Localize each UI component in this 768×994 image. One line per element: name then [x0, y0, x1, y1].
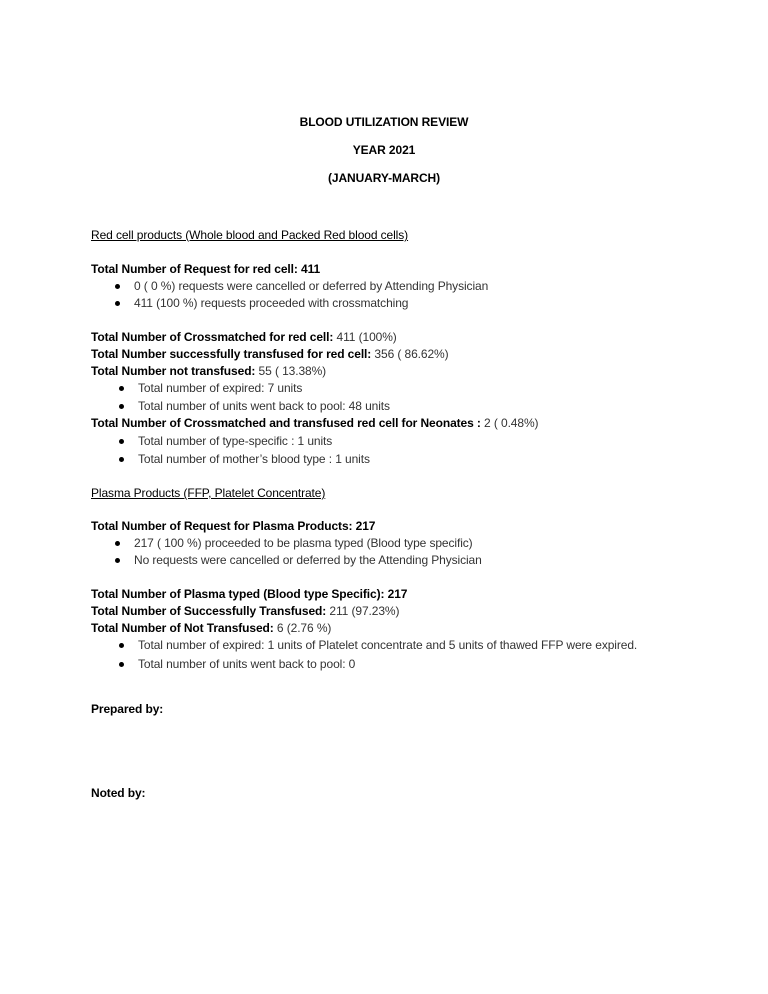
bullet-text: 0 ( 0 %) requests were cancelled or deferred by Attending Physician [134, 279, 489, 293]
bullet-dot-icon [119, 643, 124, 648]
plasma-transfused-label: Total Number of Successfully Transfused: [91, 604, 327, 618]
plasma-request-bullet-1 [134, 536, 473, 550]
plasma-heading: Plasma Products (FFP, Platelet Concentrate) [91, 486, 326, 500]
plasma-not-transfused [91, 621, 331, 635]
not-transfused-value: 55 ( 13.38%) [255, 364, 327, 378]
plasma-not-transfused-value: 6 (2.76 %) [273, 621, 332, 635]
plasma-typed-total-text: Total Number of Plasma typed (Blood type Specific): 217 [91, 587, 408, 601]
bullet-text: Total number of expired: 1 units of Platelet concentrate and 5 units of thawed FFP were expired. [138, 638, 638, 652]
red-cell-neonates [91, 416, 538, 430]
bullet-text: Total number of units went back to pool: 48 units [138, 399, 390, 413]
bullet-text: 217 ( 100 %) proceeded to be plasma typed (Blood type specific) [134, 536, 473, 550]
prepared-by [91, 702, 163, 716]
bullet-dot-icon [119, 662, 124, 667]
bullet-dot-icon [119, 457, 124, 462]
plasma-not-transfused-label: Total Number of Not Transfused: [91, 621, 274, 635]
title-line-2: YEAR 2021 [352, 143, 416, 157]
transfused-value: 356 ( 86.62%) [371, 347, 449, 361]
transfused-label: Total Number successfully transfused for red cell: [91, 347, 372, 361]
noted-by [91, 786, 145, 800]
bullet-dot-icon [115, 301, 120, 306]
title-line-1: BLOOD UTILIZATION REVIEW [299, 115, 469, 129]
neonates-value: 2 ( 0.48%) [480, 416, 539, 430]
crossmatched-label: Total Number of Crossmatched for red cell: [91, 330, 334, 344]
red-cell-request-bullet-2 [134, 296, 408, 310]
bullet-text: Total number of mother’s blood type : 1 units [138, 452, 370, 466]
neonates-type-specific-bullet [138, 434, 332, 448]
report-period [0, 171, 768, 185]
red-cell-crossmatched [91, 330, 397, 344]
bullet-text: No requests were cancelled or deferred by the Attending Physician [134, 553, 482, 567]
neonates-mother-type-bullet [138, 452, 370, 466]
red-cell-request-total-text: Total Number of Request for red cell: 411 [91, 262, 321, 276]
bullet-dot-icon [119, 404, 124, 409]
bullet-dot-icon [115, 558, 120, 563]
neonates-label: Total Number of Crossmatched and transfused red cell for Neonates : [91, 416, 481, 430]
plasma-transfused-value: 211 (97.23%) [326, 604, 400, 618]
plasma-pool-bullet [138, 657, 355, 671]
bullet-text: 411 (100 %) requests proceeded with crossmatching [134, 296, 409, 310]
plasma-request-total [91, 519, 375, 533]
not-transfused-label: Total Number not transfused: [91, 364, 256, 378]
title-line-3: (JANUARY-MARCH) [327, 171, 441, 185]
bullet-text: Total number of expired: 7 units [138, 381, 303, 395]
plasma-expired-bullet [138, 638, 637, 652]
bullet-dot-icon [115, 541, 120, 546]
plasma-typed-total [91, 587, 407, 601]
red-cell-expired-bullet [138, 381, 302, 395]
bullet-dot-icon [119, 386, 124, 391]
report-year [0, 143, 768, 157]
prepared-by-label: Prepared by: [91, 702, 164, 716]
crossmatched-value: 411 (100%) [333, 330, 397, 344]
bullet-dot-icon [119, 439, 124, 444]
bullet-dot-icon [115, 284, 120, 289]
red-cell-transfused [91, 347, 449, 361]
document-title [0, 115, 768, 129]
red-cell-request-total [91, 262, 320, 276]
noted-by-label: Noted by: [91, 786, 146, 800]
red-cell-request-bullet-1 [134, 279, 488, 293]
red-cell-not-transfused [91, 364, 326, 378]
plasma-request-bullet-2 [134, 553, 482, 567]
red-cell-heading: Red cell products (Whole blood and Packed Red blood cells) [91, 228, 409, 242]
bullet-text: Total number of type-specific : 1 units [138, 434, 333, 448]
bullet-text: Total number of units went back to pool: 0 [138, 657, 356, 671]
plasma-request-total-text: Total Number of Request for Plasma Products: 217 [91, 519, 376, 533]
red-cell-pool-bullet [138, 399, 390, 413]
plasma-transfused [91, 604, 399, 618]
